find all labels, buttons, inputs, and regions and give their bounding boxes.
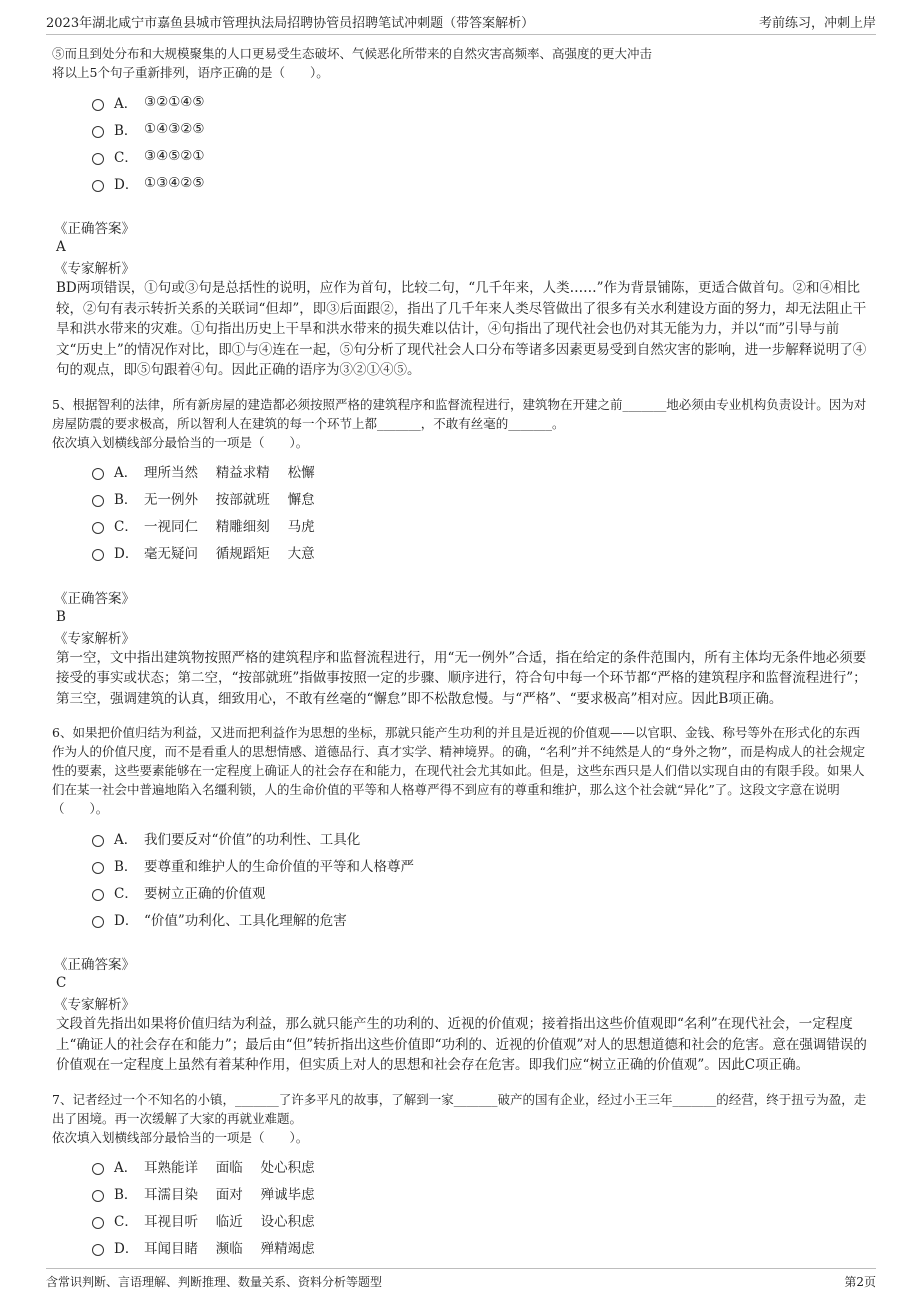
- radio-icon[interactable]: [92, 522, 104, 534]
- option-a[interactable]: A． ③②①④⑤: [92, 88, 872, 115]
- option-d[interactable]: D． “价值”功利化、工具化理解的危害: [92, 905, 872, 932]
- radio-icon[interactable]: [92, 468, 104, 480]
- option-b[interactable]: B． ①④③②⑤: [92, 115, 872, 142]
- option-a[interactable]: A． 耳熟能详 面临 处心积虑: [92, 1153, 872, 1180]
- option-b[interactable]: B． 无一例外 按部就班 懈怠: [92, 485, 872, 512]
- question-7-stem: 7、记者经过一个不知名的小镇，_______了许多平凡的故事，了解到一家_______破产的国有企业，经过小王三年_______的经营，终于扭亏为盈，走出了困境。再一次缓解了大家的再就业难题。: [52, 1091, 867, 1126]
- question-4-options: [92, 88, 872, 196]
- page-footer: [46, 1268, 876, 1291]
- question-4: [52, 44, 872, 82]
- explanation-text: 第一空，文中指出建筑物按照严格的建筑程序和监督流程进行，用“无一例外”合适，指在给定的条件范围内，所有主体均无条件地必须要接受的事实或状态；第二空，“按部就班”指做事按照一定的步骤、顺序进行，符合句中每一个环节都“严格的建筑程序和监督流程进行”；第三空，强调建筑的认真，细致用心，不敢有丝毫的“懈怠”即不松散怠慢。与“严格”、“要求极高”相对应。因此B项正确。: [56, 649, 867, 707]
- answer-heading: 《正确答案》: [54, 221, 135, 237]
- option-c[interactable]: C． 耳视目听 临近 设心积虑: [92, 1207, 872, 1234]
- question-6-stem: 6、如果把价值归结为利益，又进而把利益作为思想的坐标，那就只能产生功利的并且是近视的价值观——以官职、金钱、称号等外在形式化的东西作为人的价值尺度，而不是看重人的思想情感、道德品行、真才实学、精神境界。的确，“名利”并不纯然是人的“身外之物”，而是构成人的社会规定性的要素，这些要素能够在一定程度上确证人的社会存在和能力，在现代社会尤其如此。但是，这些东西只是人们借以实现自由的有限手段。如果人们在某一社会中普遍地陷入名缰利锁，人的生命价值的平等和人格尊严得不到应有的尊重和维护，那么这个社会就“异化”了。这段文字意在说明（ ）。: [52, 725, 866, 816]
- question-5-stem: 5、根据智利的法律，所有新房屋的建造都必须按照严格的建筑程序和监督流程进行，建筑物在开建之前_______地必须由专业机构负责设计。因为对房屋防震的要求极高，所以智利人在建筑的每一个环节上都_______，不敢有丝毫的_______。: [52, 396, 867, 431]
- question-7: [52, 1090, 872, 1147]
- option-b[interactable]: B． 要尊重和维护人的生命价值的平等和人格尊严: [92, 851, 872, 878]
- option-c[interactable]: C． 一视同仁 精雕细刻 马虎: [92, 512, 872, 539]
- radio-icon[interactable]: [92, 1244, 104, 1256]
- page-content: [52, 44, 872, 1261]
- header-slogan: 考前练习，冲刺上岸: [758, 16, 876, 31]
- question-7-prompt: 依次填入划横线部分最恰当的一项是（ ）。: [52, 1129, 309, 1145]
- explanation-heading: 《专家解析》: [54, 261, 135, 277]
- radio-icon[interactable]: [92, 126, 104, 138]
- answer-heading: 《正确答案》: [54, 957, 135, 973]
- question-7-options: [92, 1153, 872, 1261]
- explanation-heading: 《专家解析》: [54, 630, 135, 647]
- radio-icon[interactable]: [92, 99, 104, 111]
- answer-value: B: [56, 608, 66, 625]
- radio-icon[interactable]: [92, 1163, 104, 1175]
- page-number: 第2页: [844, 1275, 876, 1289]
- document-title: 2023年湖北咸宁市嘉鱼县城市管理执法局招聘协管员招聘笔试冲刺题（带答案解析）: [46, 16, 535, 31]
- option-d[interactable]: D． 耳闻目睹 濒临 殚精竭虑: [92, 1234, 872, 1261]
- explanation-text: BD两项错误，①句或③句是总括性的说明，应作为首句，比较二句，“几千年来，人类……”作为背景铺陈，更适合做首句。②和④相比较，②句有表示转折关系的关联词“但却”，即③后面跟②，指出了几千年来人类尽管做出了很多有关水利建设方面的努力，却无法阻止干旱和洪水带来的灾难。①句指出历史上干旱和洪水带来的损失难以估计，④句指出了现代社会也仍对其无能为力，并以“而”引导与前文“历史上”的情况作对比，即①与④连在一起，⑤句分析了现代社会人口分布等诸多因素更易受到自然灾害的影响，进一步解释说明了④句的观点，即⑤句跟着④句。因此正确的语序为③②①④⑤。: [56, 280, 867, 378]
- option-a[interactable]: A． 理所当然 精益求精 松懈: [92, 458, 872, 485]
- option-b[interactable]: B． 耳濡目染 面对 殚诚毕虑: [92, 1180, 872, 1207]
- radio-icon[interactable]: [92, 180, 104, 192]
- question-6-options: [92, 824, 872, 932]
- radio-icon[interactable]: [92, 1217, 104, 1229]
- radio-icon[interactable]: [92, 1190, 104, 1202]
- radio-icon[interactable]: [92, 835, 104, 847]
- answer-value: A: [56, 239, 66, 255]
- footer-subjects: 含常识判断、言语理解、判断推理、数量关系、资料分析等题型: [46, 1275, 383, 1289]
- radio-icon[interactable]: [92, 889, 104, 901]
- radio-icon[interactable]: [92, 495, 104, 507]
- radio-icon[interactable]: [92, 862, 104, 874]
- question-4-sentence-5: ⑤而且到处分布和大规模聚集的人口更易受生态破坏、气候恶化所带来的自然灾害高频率、高强度的更大冲击: [52, 46, 653, 61]
- explanation-heading: 《专家解析》: [54, 997, 135, 1013]
- question-6: [52, 723, 872, 818]
- explanation-text: 文段首先指出如果将价值归结为利益，那么就只能产生的功利的、近视的价值观；接着指出这些价值观即“名利”在现代社会，一定程度上“确证人的社会存在和能力”；最后由“但”转折指出这些价值即“功利的、近视的价值观”对人的思想道德和社会的危害。意在强调错误的价值观在一定程度上虽然有着某种作用，但实质上对人的思想和社会存在危害。即我们应“树立正确的价值观”。因此C项正确。: [56, 1016, 867, 1073]
- answer-heading: 《正确答案》: [54, 590, 135, 607]
- option-c[interactable]: C． ③④⑤②①: [92, 142, 872, 169]
- page-header: [46, 10, 876, 35]
- question-5-prompt: 依次填入划横线部分最恰当的一项是（ ）。: [52, 434, 309, 450]
- radio-icon[interactable]: [92, 153, 104, 165]
- answer-value: C: [56, 975, 67, 991]
- option-d[interactable]: D． ①③④②⑤: [92, 169, 872, 196]
- radio-icon[interactable]: [92, 916, 104, 928]
- question-4-prompt: 将以上5个句子重新排列，语序正确的是（ ）。: [52, 65, 329, 80]
- option-c[interactable]: C． 要树立正确的价值观: [92, 878, 872, 905]
- option-a[interactable]: A． 我们要反对“价值”的功利性、工具化: [92, 824, 872, 851]
- option-d[interactable]: D． 毫无疑问 循规蹈矩 大意: [92, 539, 872, 566]
- question-5-options: [92, 458, 872, 566]
- radio-icon[interactable]: [92, 549, 104, 561]
- question-5: [52, 395, 872, 452]
